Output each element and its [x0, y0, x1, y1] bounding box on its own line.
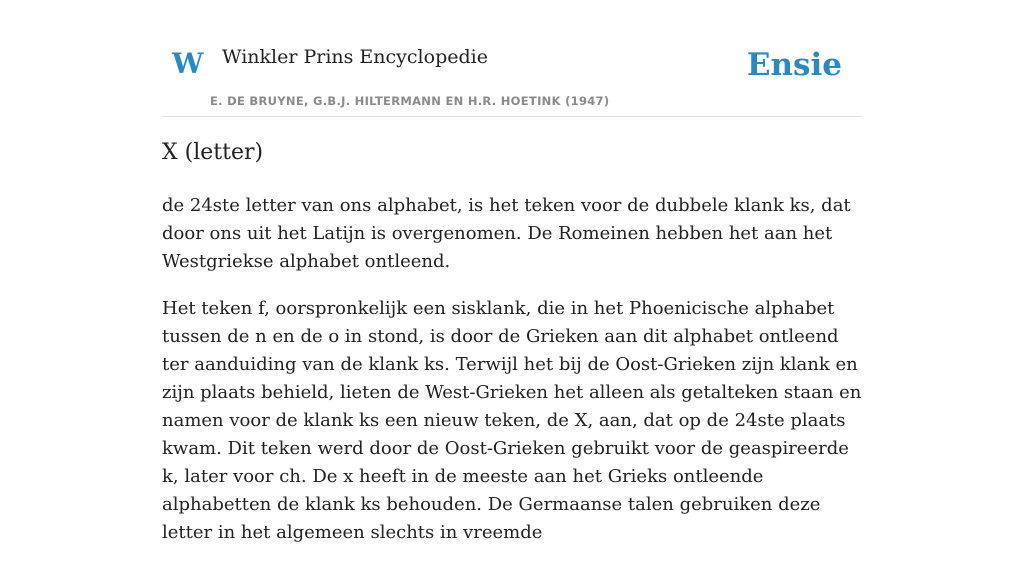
- publication-logo[interactable]: W: [172, 47, 204, 80]
- article-paragraph: de 24ste letter van ons alphabet, is het teken voor de dubbele klank ks, dat door ons uit het Latijn is overgenomen. De Romeinen hebben het aan het Westgriekse alphabet ontleend.: [162, 195, 851, 272]
- article-body: [162, 192, 862, 566]
- publication-authors: E. DE BRUYNE, G.B.J. HILTERMANN EN H.R. HOETINK (1947): [210, 94, 610, 108]
- article-title: X (letter): [162, 140, 264, 165]
- brand-logo[interactable]: Ensie: [746, 47, 842, 83]
- article-paragraph: Het teken f, oorspronkelijk een sisklank, die in het Phoenicische alphabet tussen de n en de o in stond, is door de Grieken aan dit alphabet ontleend ter aanduiding van de klank ks. Terwijl het bij de Oost-Grieken zijn klank en zijn plaats behield, lieten de West-Grieken het alleen als getalteken staan en namen voor de klank ks een nieuw teken, de X, aan, dat op de 24ste plaats kwam. Dit teken werd door de Oost-Grieken gebruikt voor de geaspireerde k, later voor ch. De x heeft in de meeste aan het Grieks ontleende alphabetten de klank ks behouden. De Germaanse talen gebruiken deze letter in het algemeen slechts in vreemde: [162, 298, 862, 543]
- site-header: [162, 0, 862, 117]
- publication-title[interactable]: Winkler Prins Encyclopedie: [222, 46, 488, 68]
